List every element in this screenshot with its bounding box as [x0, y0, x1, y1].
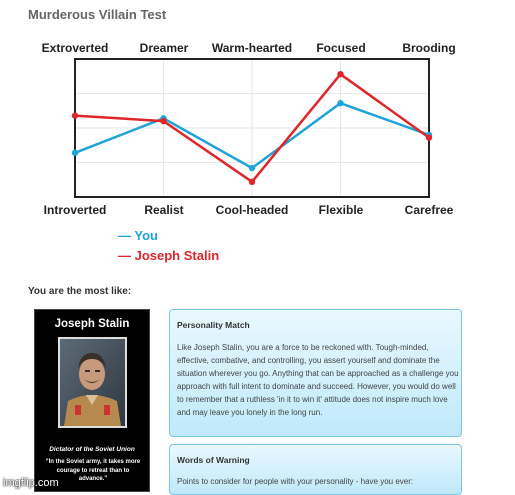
panel-title: Words of Warning — [177, 455, 250, 465]
data-point — [337, 100, 343, 106]
tick-label-bottom: Carefree — [404, 203, 454, 217]
chart-legend — [118, 226, 219, 266]
quote-line: courage to retreat than to — [56, 467, 130, 474]
data-point — [337, 71, 343, 77]
tick-label-bottom: Flexible — [318, 203, 364, 217]
panel-text: Like Joseph Stalin, you are a force to be reckoned with. Tough-minded, effective, combative, and controlling, you assert yourself and dominate the situation wherever you go. Anything that can be approached as a challenge you approach with full intent to dominate and succeed. However, you would do well to remember that a ruthless 'in it to win it' attitude does not inspire much love and may leave you lonely in the long run. — [177, 343, 459, 417]
quote-line: "In the Soviet army, it takes more — [45, 459, 141, 465]
panel-text: Points to consider for people with your personality - have you ever: — [177, 477, 414, 486]
data-point — [426, 134, 432, 140]
quote-line: advance." — [78, 476, 108, 482]
tick-label-top: Brooding — [402, 41, 456, 55]
data-point — [160, 118, 166, 124]
data-point — [249, 179, 255, 185]
tick-label-top: Focused — [316, 41, 366, 55]
legend-entry-you: — You — [118, 228, 158, 243]
result-heading: You are the most like: — [28, 286, 132, 297]
page-title: Murderous Villain Test — [28, 7, 167, 22]
trait-chart — [0, 38, 515, 223]
data-point — [72, 150, 78, 156]
data-point — [72, 112, 78, 118]
words-of-warning-panel — [169, 444, 462, 495]
legend-entry-stalin: — Joseph Stalin — [118, 248, 220, 263]
watermark: imgflip.com — [3, 477, 59, 489]
line-plot — [0, 38, 515, 223]
panel-title: Personality Match — [177, 320, 250, 330]
personality-match-panel — [169, 309, 462, 437]
tick-label-bottom: Cool-headed — [215, 203, 289, 217]
character-role: Dictator of the Soviet Union — [49, 446, 135, 453]
tick-label-bottom: Realist — [144, 203, 184, 217]
tick-label-top: Warm-hearted — [211, 41, 293, 55]
tick-label-bottom: Introverted — [43, 203, 107, 217]
character-portrait — [58, 337, 127, 428]
tick-label-top: Extroverted — [41, 41, 109, 55]
tick-label-top: Dreamer — [139, 41, 189, 55]
character-card — [34, 309, 150, 492]
data-point — [249, 165, 255, 171]
character-name: Joseph Stalin — [54, 318, 130, 330]
